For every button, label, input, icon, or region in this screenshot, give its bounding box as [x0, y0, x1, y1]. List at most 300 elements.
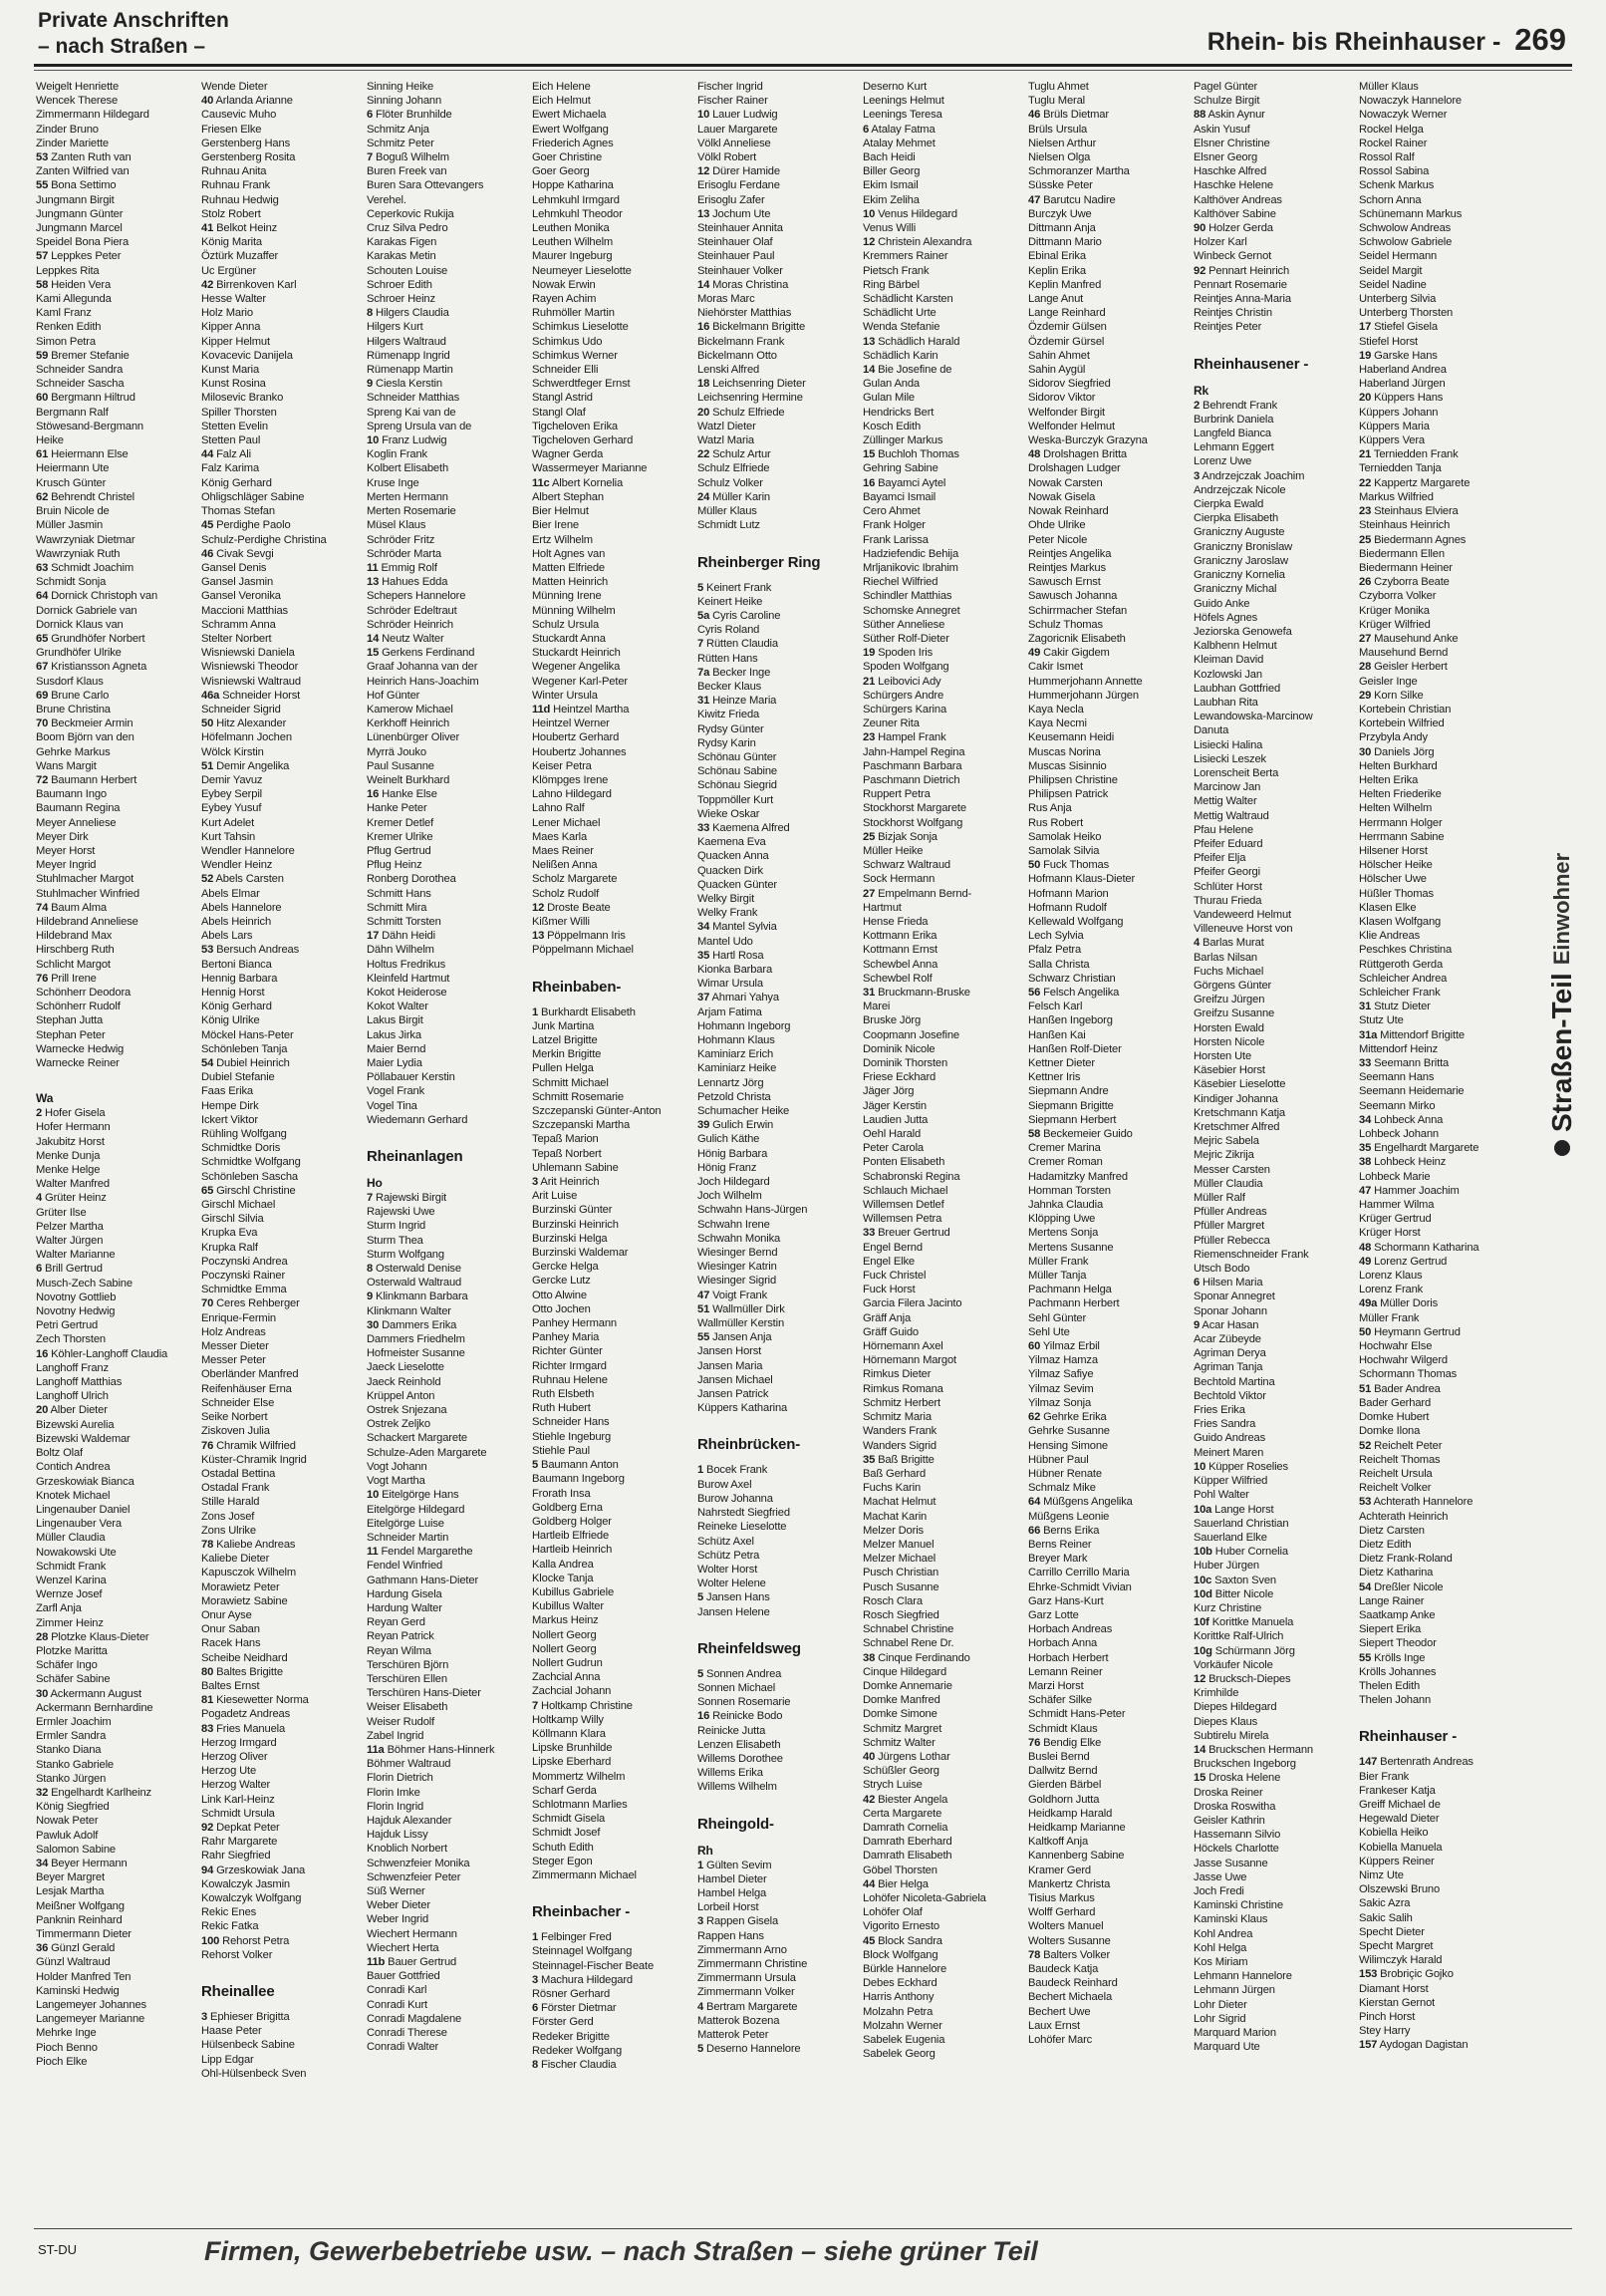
resident-entry: Abels Hannelore: [201, 901, 282, 914]
resident-entry: 7 Rütten Claudia: [697, 638, 778, 651]
resident-entry: Dallwitz Bernd: [1028, 1765, 1098, 1778]
resident-entry: Quacken Anna: [697, 850, 769, 863]
resident-entry: Milosevic Branko: [201, 392, 284, 405]
resident-entry: Zachcial Johann: [532, 1685, 612, 1698]
resident-entry: 16 Köhler-Langhoff Claudia: [36, 1347, 168, 1360]
resident-entry: Maccioni Matthias: [201, 604, 288, 617]
resident-entry: 55 Jansen Anja: [697, 1331, 772, 1344]
resident-entry: 9 Klinkmann Barbara: [367, 1291, 468, 1303]
resident-entry: Muscas Norina: [1028, 745, 1101, 758]
resident-entry: Seemann Mirko: [1359, 1099, 1436, 1112]
resident-entry: Mankertz Christa: [1028, 1877, 1111, 1890]
resident-entry: Cierpka Ewald: [1194, 498, 1264, 511]
resident-entry: Jansen Michael: [697, 1373, 773, 1386]
resident-entry: Schmitz Anja: [367, 123, 429, 136]
resident-entry: Gierden Bärbel: [1028, 1779, 1102, 1792]
resident-entry: Mehrke Inge: [36, 2027, 97, 2040]
resident-entry: Garz Hans-Kurt: [1028, 1594, 1104, 1607]
resident-entry: Goldberg Holger: [532, 1515, 612, 1528]
house-number: 44: [863, 1877, 876, 1890]
resident-entry: Zimmermann Volker: [697, 1986, 795, 1999]
resident-entry: 46 Brüls Dietmar: [1028, 109, 1109, 122]
resident-entry: Rahr Margarete: [201, 1836, 278, 1849]
resident-entry: Pfalz Petra: [1028, 944, 1082, 957]
resident-entry: Schmidtke Doris: [201, 1142, 281, 1155]
resident-entry: Scheibe Neidhard: [201, 1651, 288, 1664]
resident-entry: Rekic Enes: [201, 1906, 257, 1919]
resident-entry: Schulz-Perdighe Christina: [201, 533, 327, 546]
resident-entry: Rosch Clara: [863, 1594, 923, 1607]
resident-entry: Reintjes Angelika: [1028, 547, 1112, 560]
resident-entry: Schünemann Markus: [1359, 207, 1463, 220]
resident-entry: 10 Venus Hildegard: [863, 207, 957, 220]
resident-entry: Krupka Ralf: [201, 1241, 258, 1254]
resident-entry: Rockel Helga: [1359, 123, 1424, 136]
resident-entry: 92 Pennart Heinrich: [1194, 264, 1290, 277]
resident-entry: Rümenapp Martin: [367, 364, 453, 377]
house-number: 9: [367, 378, 374, 391]
resident-entry: Conradi Walter: [367, 2041, 439, 2054]
resident-entry: Schmoranzer Martha: [1028, 165, 1130, 178]
resident-entry: Mejric Sabela: [1194, 1135, 1259, 1148]
resident-entry: 46a Schneider Horst: [201, 689, 301, 702]
spacer: [36, 1070, 199, 1084]
resident-entry: Wenda Stefanie: [863, 321, 940, 334]
resident-entry: Stutz Ute: [1359, 1014, 1404, 1027]
resident-entry: Pfeifer Georgi: [1194, 866, 1260, 879]
resident-entry: Wegener Angelika: [532, 661, 621, 674]
resident-entry: 34 Beyer Hermann: [36, 1857, 128, 1869]
resident-entry: 6 Förster Dietmar: [532, 2002, 617, 2015]
resident-entry: 5 Baumann Anton: [532, 1459, 619, 1472]
resident-entry: Marquard Marion: [1194, 2027, 1276, 2040]
resident-entry: 76 Bendig Elke: [1028, 1736, 1102, 1749]
resident-entry: 9 Acar Hasan: [1194, 1318, 1259, 1331]
house-number: 72: [36, 773, 49, 786]
house-number: 157: [1359, 2039, 1378, 2052]
listing-column: [695, 80, 861, 2222]
resident-entry: Villeneuve Horst von: [1194, 923, 1293, 936]
resident-entry: Leichsenring Hermine: [697, 392, 803, 405]
house-number: 52: [201, 873, 214, 886]
house-number: 41: [201, 222, 214, 235]
footer-code: ST-DU: [38, 2242, 77, 2257]
house-number: 16: [697, 1710, 710, 1723]
resident-entry: Elsner Christine: [1194, 137, 1270, 149]
house-number: 33: [863, 1227, 876, 1240]
house-number: 48: [1359, 1241, 1372, 1254]
resident-entry: Fries Sandra: [1194, 1418, 1256, 1431]
resident-entry: 12 Dürer Hamide: [697, 165, 780, 178]
resident-entry: Lünenbürger Oliver: [367, 731, 460, 744]
resident-entry: 56 Felsch Angelika: [1028, 987, 1120, 999]
resident-entry: 55 Bona Settimo: [36, 179, 117, 192]
house-number: 100: [201, 1934, 220, 1947]
resident-entry: Schwarz Waltraud: [863, 859, 950, 872]
resident-entry: Schabronski Regina: [863, 1170, 960, 1183]
resident-entry: Jansen Helene: [697, 1605, 770, 1618]
resident-entry: 48 Drolshagen Britta: [1028, 448, 1128, 461]
house-number: 3: [1194, 469, 1201, 482]
resident-entry: Timmermann Dieter: [36, 1928, 132, 1940]
resident-entry: Rosch Siegfried: [863, 1608, 939, 1621]
house-number: 42: [201, 278, 214, 291]
resident-entry: Bier Frank: [1359, 1770, 1410, 1783]
house-number: 54: [201, 1057, 214, 1070]
resident-entry: Eybey Serpil: [201, 788, 263, 801]
resident-entry: Cruz Silva Pedro: [367, 222, 448, 235]
house-number: 24: [697, 490, 710, 503]
resident-entry: 11 Emmig Rolf: [367, 561, 437, 574]
resident-entry: Krusch Günter: [36, 476, 107, 489]
resident-entry: 34 Mantel Sylvia: [697, 921, 777, 934]
resident-entry: Kißmer Willi: [532, 915, 590, 928]
resident-entry: Langfeld Bianca: [1194, 428, 1271, 440]
house-number: 54: [1359, 1580, 1372, 1593]
resident-entry: Hübner Paul: [1028, 1453, 1089, 1466]
resident-entry: Hadziefendic Behija: [863, 547, 959, 560]
resident-entry: 23 Hampel Frank: [863, 731, 946, 744]
resident-entry: Dittmann Mario: [1028, 236, 1102, 249]
resident-entry: 29 Korn Silke: [1359, 689, 1424, 702]
resident-entry: Graniczny Michal: [1194, 583, 1277, 596]
resident-entry: Hennig Horst: [201, 987, 265, 999]
resident-entry: Müller Klaus: [697, 505, 757, 518]
resident-entry: Andrzejczak Nicole: [1194, 483, 1286, 496]
resident-entry: Tepaß Norbert: [532, 1147, 602, 1160]
header-title: Private Anschriften: [38, 9, 229, 32]
resident-entry: Reintjes Markus: [1028, 561, 1106, 574]
house-number: 30: [367, 1318, 380, 1331]
resident-entry: 58 Heiden Vera: [36, 278, 112, 291]
resident-entry: Kobiella Manuela: [1359, 1841, 1443, 1854]
street-heading: Rheinhauser -: [1359, 1728, 1458, 1746]
resident-entry: 30 Ackermann August: [36, 1687, 141, 1700]
resident-entry: Rus Robert: [1028, 816, 1084, 829]
resident-entry: Willemsen Detlef: [863, 1199, 944, 1212]
resident-entry: Pöppelmann Michael: [532, 944, 634, 957]
resident-entry: Stille Harald: [201, 1496, 260, 1509]
resident-entry: Breyer Mark: [1028, 1553, 1088, 1566]
resident-entry: Pohl Walter: [1194, 1489, 1249, 1502]
resident-entry: Vandeweerd Helmut: [1194, 908, 1291, 921]
house-number: 40: [201, 95, 214, 108]
resident-entry: Mertens Sonja: [1028, 1227, 1099, 1240]
resident-entry: Schmidt Hans-Peter: [1028, 1708, 1126, 1721]
resident-entry: 10a Lange Horst: [1194, 1503, 1274, 1516]
resident-entry: 16 Bickelmann Brigitte: [697, 321, 806, 334]
resident-entry: Zons Josef: [201, 1510, 255, 1523]
resident-entry: Weiser Rudolf: [367, 1715, 435, 1728]
resident-entry: Lorbeil Horst: [697, 1901, 759, 1914]
resident-entry: Nelißen Anna: [532, 859, 598, 872]
house-number: 46: [1028, 109, 1041, 122]
resident-entry: Münning Irene: [532, 590, 602, 603]
house-number: 60: [36, 392, 49, 405]
resident-entry: 3 Machura Hildegard: [532, 1973, 634, 1986]
house-number: 53: [201, 944, 214, 957]
resident-entry: Sabelek Eugenia: [863, 2034, 945, 2047]
resident-entry: 64 Dornick Christoph van: [36, 590, 158, 603]
resident-entry: Burow Axel: [697, 1478, 752, 1491]
resident-entry: Winbeck Gernot: [1194, 250, 1272, 263]
resident-entry: Stephan Jutta: [36, 1014, 104, 1027]
house-number: 12: [863, 236, 876, 249]
resident-entry: Sinning Heike: [367, 81, 434, 93]
resident-entry: Lohr Sigrid: [1194, 2012, 1246, 2025]
resident-entry: Müller Heike: [863, 844, 924, 857]
house-number: 10a: [1194, 1503, 1212, 1516]
resident-entry: Rütten Hans: [697, 652, 758, 665]
resident-entry: Kaliebe Dieter: [201, 1553, 270, 1566]
resident-entry: 5 Deserno Hannelore: [697, 2043, 801, 2056]
resident-entry: 157 Aydogan Dagistan: [1359, 2039, 1469, 2052]
resident-entry: Mejric Zikrija: [1194, 1149, 1254, 1162]
resident-entry: Meyer Dirk: [36, 830, 89, 843]
resident-entry: Krüger Wilfried: [1359, 618, 1431, 631]
resident-entry: Rockel Rainer: [1359, 137, 1428, 149]
resident-entry: 94 Grzeskowiak Jana: [201, 1864, 306, 1876]
resident-entry: 53 Zanten Ruth van: [36, 151, 132, 164]
resident-entry: Kozlowski Jan: [1194, 668, 1262, 681]
resident-entry: Mommertz Wilhelm: [532, 1770, 626, 1783]
resident-entry: Berns Reiner: [1028, 1538, 1092, 1551]
resident-entry: Leppkes Rita: [36, 264, 100, 277]
resident-entry: Schmitz Margret: [863, 1722, 942, 1735]
resident-entry: Steinnagel Wolfgang: [532, 1945, 633, 1958]
resident-entry: 7 Boguß Wilhelm: [367, 151, 449, 164]
resident-entry: Rekic Fatka: [201, 1920, 259, 1933]
resident-entry: Jungmann Birgit: [36, 193, 115, 206]
resident-entry: Lehmann Jürgen: [1194, 1984, 1275, 1997]
resident-entry: Hof Günter: [367, 689, 420, 702]
section-tab-title: Straßen-Teil: [1546, 973, 1577, 1132]
house-number: 17: [367, 930, 380, 943]
resident-entry: Kottmann Ernst: [863, 944, 938, 957]
resident-entry: Haberland Andrea: [1359, 364, 1447, 377]
resident-entry: Klöpping Uwe: [1028, 1213, 1096, 1226]
resident-entry: Bechert Uwe: [1028, 2005, 1091, 2018]
spacer: [532, 1882, 695, 1896]
resident-entry: Karakas Figen: [367, 236, 437, 249]
house-number: 147: [1359, 1756, 1378, 1769]
resident-entry: Sahin Ahmet: [1028, 349, 1090, 362]
resident-entry: Lohbeck Marie: [1359, 1170, 1431, 1183]
resident-entry: Lorenz Frank: [1359, 1284, 1424, 1296]
resident-entry: Dietz Carsten: [1359, 1524, 1425, 1537]
resident-entry: Cyris Roland: [697, 624, 760, 637]
house-number: 5: [532, 1459, 539, 1472]
resident-entry: 70 Beckmeier Armin: [36, 718, 134, 730]
resident-entry: Unterberg Thorsten: [1359, 307, 1454, 320]
resident-entry: Kellewald Wolfgang: [1028, 915, 1124, 928]
resident-entry: Pfau Helene: [1194, 823, 1253, 836]
resident-entry: Herrmann Holger: [1359, 816, 1443, 829]
resident-entry: Peter Nicole: [1028, 533, 1088, 546]
resident-entry: Höfels Agnes: [1194, 611, 1258, 624]
resident-entry: Welfonder Helmut: [1028, 420, 1115, 432]
resident-entry: Rydsy Günter: [697, 722, 764, 735]
resident-entry: Göbel Thorsten: [863, 1864, 937, 1876]
resident-entry: Jaeck Lieselotte: [367, 1361, 444, 1374]
house-number: 8: [367, 307, 374, 320]
resident-entry: Hammer Wilma: [1359, 1199, 1435, 1212]
resident-entry: Krimhilde: [1194, 1687, 1239, 1700]
resident-entry: Erisoglu Zafer: [697, 193, 765, 206]
resident-entry: Salla Christa: [1028, 958, 1090, 971]
resident-entry: Lange Anut: [1028, 293, 1084, 306]
resident-entry: Eybey Yusuf: [201, 802, 262, 815]
resident-entry: Guido Andreas: [1194, 1432, 1266, 1445]
resident-entry: Wisniewski Daniela: [201, 647, 295, 660]
resident-entry: Burow Johanna: [697, 1492, 773, 1505]
resident-entry: Schmidt Ursula: [201, 1807, 275, 1820]
resident-entry: Lange Reinhard: [1028, 307, 1106, 320]
resident-entry: Haberland Jürgen: [1359, 378, 1446, 391]
house-number: 56: [1028, 987, 1041, 999]
resident-entry: Philipsen Patrick: [1028, 788, 1109, 801]
resident-entry: Zimmermann Michael: [532, 1868, 637, 1881]
resident-entry: Wenzel Karina: [36, 1574, 107, 1586]
house-number: 52: [1359, 1439, 1372, 1452]
resident-entry: Pinch Horst: [1359, 2011, 1416, 2024]
resident-entry: Reineke Lieselotte: [697, 1521, 787, 1534]
resident-entry: Hildebrand Anneliese: [36, 915, 138, 928]
resident-entry: 1 Burkhardt Elisabeth: [532, 1005, 636, 1018]
resident-entry: Reintjes Christin: [1194, 307, 1272, 320]
resident-entry: Pusch Christian: [863, 1567, 939, 1579]
resident-entry: Klasen Elke: [1359, 901, 1417, 914]
resident-entry: Samolak Silvia: [1028, 844, 1100, 857]
house-number: 12: [1194, 1672, 1206, 1685]
resident-entry: 6 Flöter Brunhilde: [367, 109, 452, 122]
resident-entry: Kovacevic Danijela: [201, 349, 293, 362]
resident-entry: Schäfer Silke: [1028, 1694, 1092, 1707]
house-number: 94: [201, 1864, 214, 1876]
resident-entry: Kerkhoff Heinrich: [367, 718, 450, 730]
resident-entry: Haschke Alfred: [1194, 165, 1267, 178]
resident-entry: Fuck Christel: [863, 1270, 927, 1283]
house-number: 20: [36, 1404, 49, 1417]
resident-entry: Kami Allegunda: [36, 293, 112, 306]
spacer: [697, 1619, 861, 1633]
house-number: 81: [201, 1694, 214, 1707]
house-number: 44: [201, 448, 214, 461]
resident-entry: Hendricks Bert: [863, 406, 935, 419]
resident-entry: Reyan Wilma: [367, 1644, 431, 1657]
resident-entry: 2 Hofer Gisela: [36, 1107, 106, 1120]
resident-entry: Joch Fredi: [1194, 1884, 1244, 1897]
resident-entry: Reifenhäuser Erna: [201, 1382, 292, 1395]
resident-entry: Schneider Sigrid: [201, 703, 281, 716]
house-number: 7: [697, 638, 704, 651]
resident-entry: Baumann Ingo: [36, 788, 107, 801]
resident-entry: Machat Helmut: [863, 1496, 937, 1509]
resident-entry: Molzahn Werner: [863, 2019, 942, 2032]
resident-entry: Leuthen Monika: [532, 222, 610, 235]
resident-entry: Brüls Ursula: [1028, 123, 1088, 136]
house-number: 37: [697, 992, 710, 1004]
resident-entry: Mausehund Bernd: [1359, 647, 1449, 660]
house-number: 65: [201, 1184, 214, 1197]
house-number: 13: [532, 930, 545, 943]
resident-entry: Bizewski Waldemar: [36, 1432, 131, 1445]
resident-entry: Zagoricnik Elisabeth: [1028, 632, 1126, 645]
resident-entry: Petzold Christa: [697, 1090, 771, 1103]
resident-entry: Tigcheloven Erika: [532, 420, 618, 432]
resident-entry: Droska Reiner: [1194, 1786, 1263, 1799]
resident-entry: Langhoff Ulrich: [36, 1390, 109, 1403]
resident-entry: Wende Dieter: [201, 81, 268, 93]
resident-entry: Wiechert Hermann: [367, 1927, 457, 1940]
sub-heading: Rh: [697, 1843, 713, 1858]
resident-entry: 15 Buchloh Thomas: [863, 448, 959, 461]
resident-entry: Kaminiarz Heike: [697, 1062, 777, 1075]
resident-entry: Burzinski Heinrich: [532, 1218, 619, 1231]
resident-entry: Toppmöller Kurt: [697, 793, 774, 806]
resident-entry: Schouten Louise: [367, 264, 448, 277]
resident-entry: Hofmann Rudolf: [1028, 901, 1107, 914]
resident-entry: Keiser Petra: [532, 759, 592, 772]
resident-entry: Friese Eckhard: [863, 1071, 937, 1084]
resident-entry: 74 Baum Alma: [36, 901, 107, 914]
house-number: 11: [367, 561, 379, 574]
house-number: 7: [367, 1192, 374, 1205]
resident-entry: Holder Manfred Ten: [36, 1970, 132, 1983]
resident-entry: 65 Girschl Christine: [201, 1184, 296, 1197]
resident-entry: Kohl Helga: [1194, 1941, 1247, 1954]
resident-entry: König Ulrike: [201, 1014, 260, 1027]
resident-entry: Krupka Eva: [201, 1227, 258, 1240]
resident-entry: Schmitz Maria: [863, 1411, 932, 1424]
resident-entry: Guido Anke: [1194, 597, 1250, 610]
resident-entry: 70 Ceres Rehberger: [201, 1297, 300, 1310]
resident-entry: Baumann Ingeborg: [532, 1473, 625, 1486]
resident-entry: Venus Willi: [863, 222, 917, 235]
resident-entry: Coopmann Josefine: [863, 1028, 959, 1041]
resident-entry: Rösner Gerhard: [532, 1988, 611, 2000]
house-number: 8: [532, 2059, 539, 2072]
resident-entry: Nimz Ute: [1359, 1868, 1404, 1881]
resident-entry: Sakic Salih: [1359, 1911, 1413, 1924]
resident-entry: 53 Bersuch Andreas: [201, 944, 300, 957]
resident-entry: Vogel Frank: [367, 1085, 425, 1098]
house-number: 16: [697, 321, 710, 334]
resident-entry: Tigcheloven Gerhard: [532, 434, 634, 447]
resident-entry: Schewbel Rolf: [863, 972, 933, 985]
resident-entry: Lech Sylvia: [1028, 930, 1084, 943]
resident-entry: 1 Bocek Frank: [697, 1464, 768, 1477]
resident-entry: Redeker Brigitte: [532, 2030, 610, 2043]
resident-entry: Helten Erika: [1359, 773, 1419, 786]
resident-entry: Ewert Wolfgang: [532, 123, 609, 136]
resident-entry: Schmitz Peter: [367, 137, 434, 149]
resident-entry: Wiesinger Bernd: [697, 1247, 778, 1260]
house-number: 13: [863, 335, 876, 348]
resident-entry: Maier Lydia: [367, 1057, 422, 1070]
resident-entry: Hajduk Lissy: [367, 1829, 428, 1842]
house-number: 10: [367, 1489, 380, 1502]
resident-entry: Seike Norbert: [201, 1411, 268, 1424]
resident-entry: Graniczny Bronislaw: [1194, 540, 1293, 553]
resident-entry: Wanders Frank: [863, 1425, 937, 1438]
resident-entry: Langemeyer Marianne: [36, 2013, 145, 2026]
resident-entry: Albert Stephan: [532, 490, 604, 503]
house-number: 55: [697, 1331, 710, 1344]
resident-entry: Wolff Gerhard: [1028, 1906, 1096, 1919]
resident-entry: Schmitt Rosemarie: [532, 1090, 624, 1103]
resident-entry: Langhoff Matthias: [36, 1376, 123, 1389]
